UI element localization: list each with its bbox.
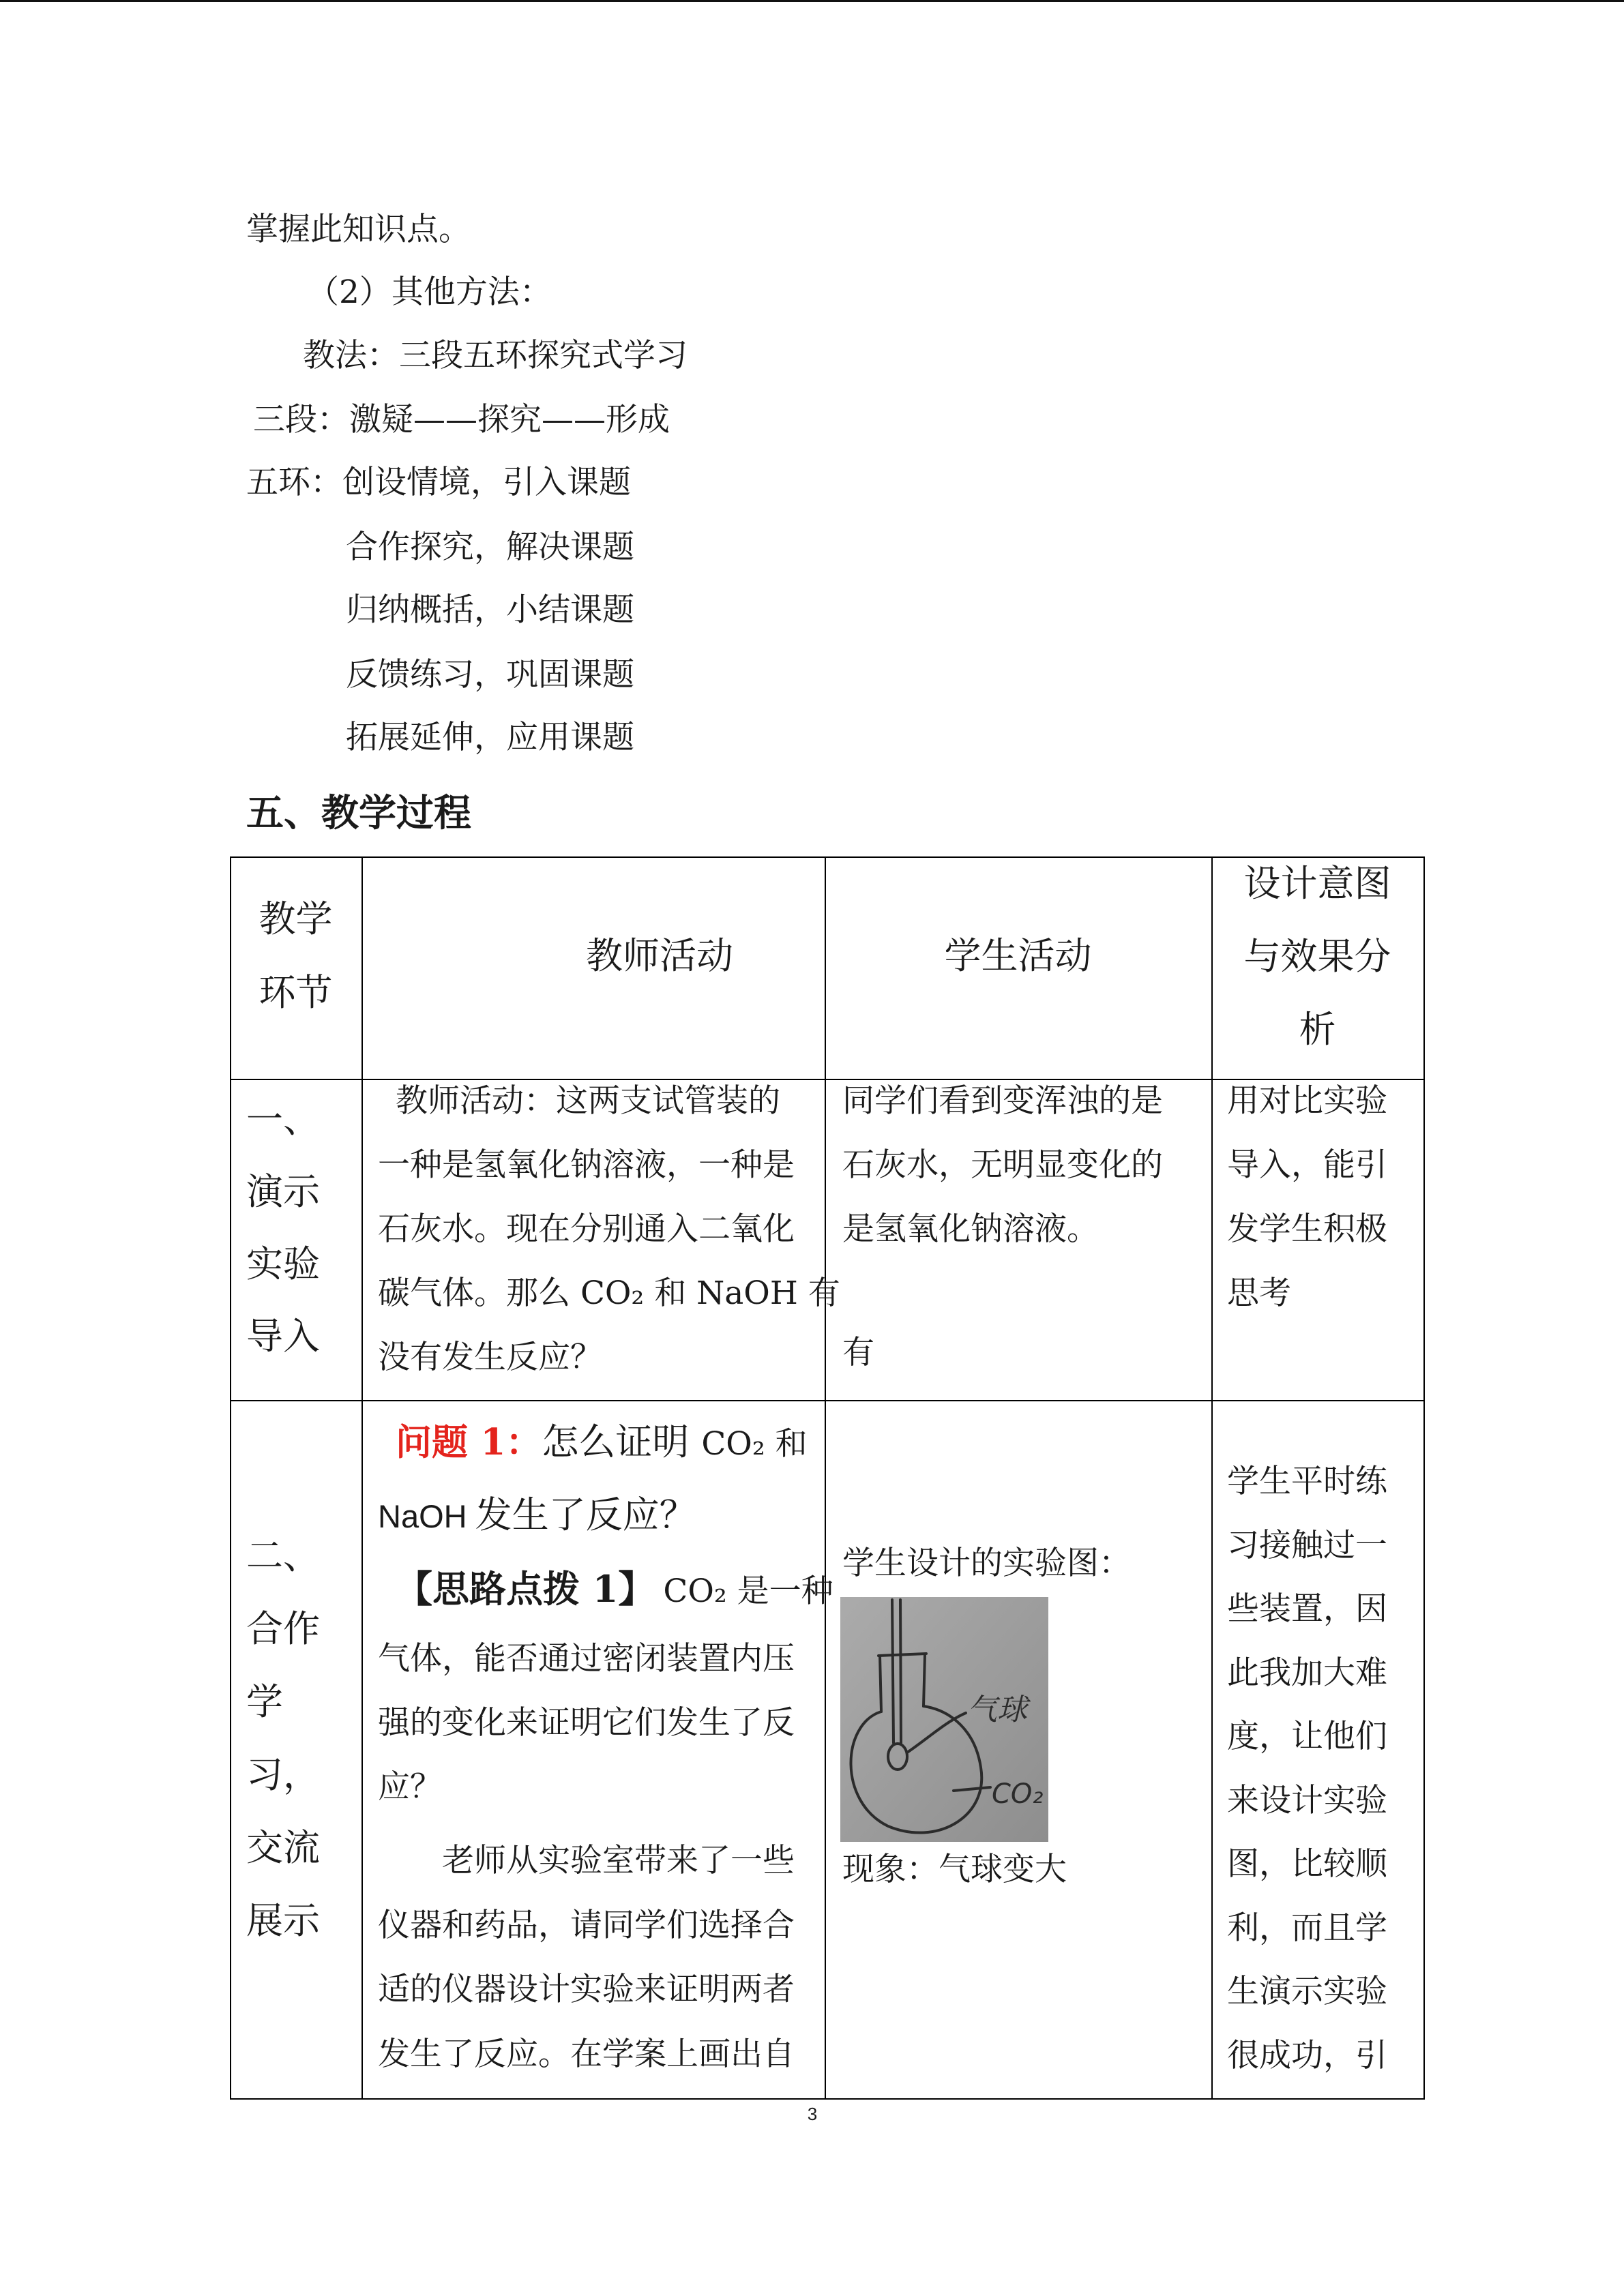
flask-neck-line [880,1656,881,1712]
header-design-line: 析 [1299,1008,1336,1051]
row2-design-line: 些装置，因 [1227,1590,1387,1628]
hint-line [396,1555,833,1632]
row1-student-answer: 有 [842,1334,874,1371]
header-design-line: 设计意图 [1243,862,1391,905]
glass-tube-line [892,1600,894,1743]
row1-stage-cell [231,1079,362,1401]
row2-stage-line: 习， [246,1753,320,1796]
scan-edge [0,0,1624,2]
question-text: NaOH [378,1498,467,1534]
row1-teacher-line: 一种是氢氧化钠溶液，一种是 [378,1146,795,1184]
teaching-process-table [230,856,1425,2100]
question-label: 问题 1： [396,1421,542,1463]
glass-tube-line [900,1600,901,1743]
row2-design-line: 很成功，引 [1227,2036,1387,2074]
row2-design-line: 图，比较顺 [1227,1845,1387,1883]
row1-student-line: 是氢氧化钠溶液。 [842,1210,1099,1248]
intro-line: 反馈练习，巩固课题 [346,656,634,694]
row1-design-cell [1212,1079,1424,1401]
header-cell-student [825,857,1212,1079]
row1-student-line: 同学们看到变浑浊的是 [842,1082,1163,1120]
intro-line: 教法：三段五环探究式学习 [303,337,688,374]
row1-stage-line: 演示 [246,1170,320,1213]
row2-stage-cell [231,1401,362,2099]
hint-text-line: 气体，能否通过密闭装置内压 [378,1640,795,1678]
row2-design-line: 学生平时练 [1227,1463,1387,1500]
row2-design-line: 度，让他们 [1227,1718,1387,1755]
row2-design-cell [1212,1401,1424,2099]
row2-teacher-cell [362,1401,833,2099]
row1-student-cell [825,1079,1212,1401]
row2-student-cell [825,1401,1212,2099]
sketch-caption: 学生设计的实验图： [842,1545,1131,1582]
row2-design-line: 此我加大难 [1227,1654,1387,1692]
sketch-label-gas: CO₂ [992,1778,1044,1810]
task-paragraph [378,1829,795,2087]
section-heading: 五、教学过程 [246,790,472,835]
row2-design-text [1227,1450,1387,2087]
row2-design-line: 生演示实验 [1227,1973,1387,2010]
sketch-label-balloon: 气球 [967,1693,1027,1727]
header-student-text: 学生活动 [944,934,1092,977]
intro-line: 合作探究，解决课题 [346,528,634,566]
header-stage-line: 环节 [259,971,333,1014]
question-line-1 [396,1408,808,1485]
intro-line: 三段：激疑——探究——形成 [253,401,670,438]
table-header-row [231,857,1424,1079]
row1-student-text [842,1069,1163,1262]
row1-teacher-line: 碳气体。那么 CO₂ 和 NaOH 有 [378,1274,840,1312]
header-cell-design [1212,857,1424,1079]
intro-line: 归纳概括，小结课题 [346,591,634,629]
header-stage-text [230,882,361,1030]
table-row [231,1401,1424,2099]
intro-line: 掌握此知识点。 [246,211,471,248]
task-text-line: 适的仪器设计实验来证明两者 [378,1971,795,2008]
row1-stage-text [246,1084,320,1373]
row1-stage-line: 导入 [246,1315,320,1358]
row2-stage-line: 交流 [246,1826,320,1869]
row1-teacher-line: 没有发生反应？ [378,1339,602,1376]
experiment-sketch [840,1597,1048,1842]
page-number: 3 [807,2104,818,2124]
row1-design-line: 用对比实验 [1227,1082,1387,1120]
question-text: CO₂ 和 [701,1425,808,1463]
row1-student-line: 石灰水，无明显变化的 [842,1146,1163,1184]
task-text-line: 仪器和药品，请同学们选择合 [378,1906,795,1944]
task-text-line: 发生了反应。在学案上画出自 [378,2035,795,2073]
row2-stage-line: 学 [246,1680,283,1723]
hint-text-line: 应？ [378,1768,442,1806]
hint-paragraph [378,1627,795,1819]
row1-teacher-line: 石灰水。现在分别通入二氧化 [378,1210,795,1248]
row1-design-line: 思考 [1227,1274,1291,1312]
observation-text: 现象：气球变大 [842,1851,1067,1888]
task-text-line: 老师从实验室带来了一些 [442,1842,795,1879]
row2-design-line: 习接触过一 [1227,1526,1387,1564]
row2-design-line: 利，而且学 [1227,1909,1387,1947]
intro-line: 拓展延伸，应用课题 [346,719,634,756]
row2-stage-line: 展示 [246,1899,320,1942]
hint-text-line: 强的变化来证明它们发生了反 [378,1704,795,1742]
row2-design-line: 来设计实验 [1227,1781,1387,1819]
header-teacher-text: 教师活动 [586,934,733,977]
row1-teacher-cell [362,1079,840,1401]
hint-label: 【思路点拨 1】 [396,1567,655,1611]
intro-line: （2）其他方法： [307,273,552,311]
table-row [231,1079,1424,1401]
row1-design-text [1227,1069,1387,1326]
question-line-2 [378,1481,696,1558]
header-design-text [1211,847,1423,1066]
row1-teacher-text [378,1069,840,1390]
row2-stage-line: 二、 [246,1534,320,1577]
row1-design-line: 导入，能引 [1227,1146,1387,1184]
row1-teacher-line: 教师活动：这两支试管装的 [396,1082,780,1120]
intro-line: 五环：创设情境，引入课题 [246,464,631,501]
row2-stage-line: 合作 [246,1607,320,1650]
question-text: 怎么证明 [542,1420,690,1463]
header-cell-teacher [362,857,825,1079]
hint-text: CO₂ 是一种 [663,1572,833,1610]
header-stage-line: 教学 [259,897,333,940]
question-text: 发生了反应？ [475,1493,696,1536]
experiment-sketch-drawing [840,1597,1048,1842]
row1-design-line: 发学生积极 [1227,1210,1387,1248]
row1-stage-line: 实验 [246,1242,320,1285]
row2-stage-text [246,1519,320,1957]
header-cell-stage [231,857,362,1079]
flask-neck-line [924,1654,925,1706]
row1-stage-line: 一、 [246,1098,320,1141]
header-design-line: 与效果分 [1243,935,1391,978]
